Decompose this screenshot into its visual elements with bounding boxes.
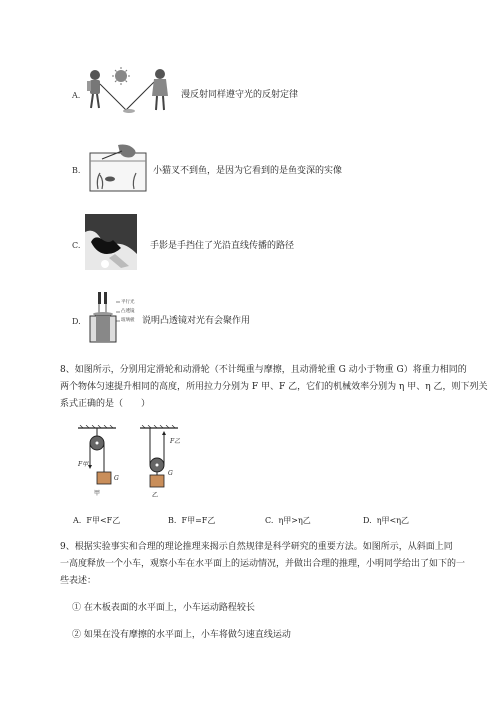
q9-item-1: ① 在木板表面的水平面上，小车运动路程较长: [72, 603, 255, 613]
lens-label-glass-plate: 玻璃板: [121, 318, 135, 323]
weight-block-left-icon: [97, 472, 111, 484]
q8-choice-c-text: η甲>η乙: [278, 516, 311, 525]
q8-choice-b-letter: B.: [168, 516, 177, 525]
q9-line-2: 一高度释放一个小车，观察小车在水平面上的运动情况，并做出合理的推理，小明同学给出了如下的一: [60, 559, 466, 569]
weight-block-right-icon: [150, 475, 164, 487]
q8-choice-b[interactable]: [168, 515, 215, 526]
person-head-icon: [90, 70, 100, 80]
q8-choice-d-letter: D.: [363, 516, 372, 525]
lens-label-parallel-light: 平行光: [121, 300, 135, 305]
q9-line-3: 些表述：: [60, 576, 97, 586]
q8-choice-d[interactable]: [363, 515, 409, 526]
option-a-text: 漫反射同样遵守光的反射定律: [181, 90, 299, 100]
q8-choice-a-text: F甲<F乙: [86, 516, 121, 525]
fish-icon: [105, 177, 115, 182]
q8-choice-c-letter: C.: [265, 516, 274, 525]
q8-choice-d-text: η甲<η乙: [376, 516, 410, 525]
lens-label-convex-lens: 凸透镜: [121, 309, 135, 314]
q8-choice-b-text: F甲=F乙: [181, 516, 216, 525]
q9-stem: [60, 539, 470, 590]
q8-stem: [60, 362, 488, 413]
lens-label-group: [121, 298, 135, 325]
sun-icon: [115, 70, 127, 82]
option-b-figure: [88, 143, 150, 193]
q8-choice-c[interactable]: [265, 515, 311, 526]
option-b-letter: B.: [72, 166, 81, 175]
convex-lens-icon: [93, 312, 113, 316]
label-f-jia: F甲: [78, 461, 89, 468]
label-f-yi: F乙: [170, 438, 181, 445]
option-b-text: 小猫叉不到鱼，是因为它看到的是鱼变深的实像: [153, 166, 343, 176]
option-d-letter: D.: [72, 317, 81, 326]
q8-line-3: 系式正确的是（ ）: [60, 399, 151, 409]
option-d-text: 说明凸透镜对光有会聚作用: [142, 316, 251, 326]
label-jia: 甲: [94, 490, 101, 497]
q8-choice-a[interactable]: [73, 515, 120, 526]
q8-choice-a-letter: A.: [73, 516, 82, 525]
q9-item-2: ② 如果在没有摩擦的水平面上，小车将做匀速直线运动: [72, 630, 291, 640]
q9-line-1: 9、根据实验事实和合理的理论推理来揭示自然规律是科学研究的重要方法。如图所示，从斜面上同: [60, 542, 453, 552]
option-a-figure: [84, 66, 176, 116]
q8-line-2: 两个物体匀速提升相同的高度，所用拉力分别为 F 甲、F 乙，它们的机械效率分别为 η 甲、η 乙，则下列关: [60, 382, 488, 392]
label-yi: 乙: [152, 492, 159, 499]
label-g-left: G: [114, 475, 119, 482]
option-c-figure: [85, 214, 137, 270]
option-a-letter: A.: [72, 91, 81, 100]
label-g-right: G: [168, 470, 173, 477]
option-c-letter: C.: [72, 241, 81, 250]
option-c-text: 手影是手挡住了光沿直线传播的路径: [150, 241, 295, 251]
q8-line-1: 8、如图所示，分别用定滑轮和动滑轮（不计绳重与摩擦，且动滑轮重 G 动小于物重 G）将重力相同的: [60, 365, 467, 375]
